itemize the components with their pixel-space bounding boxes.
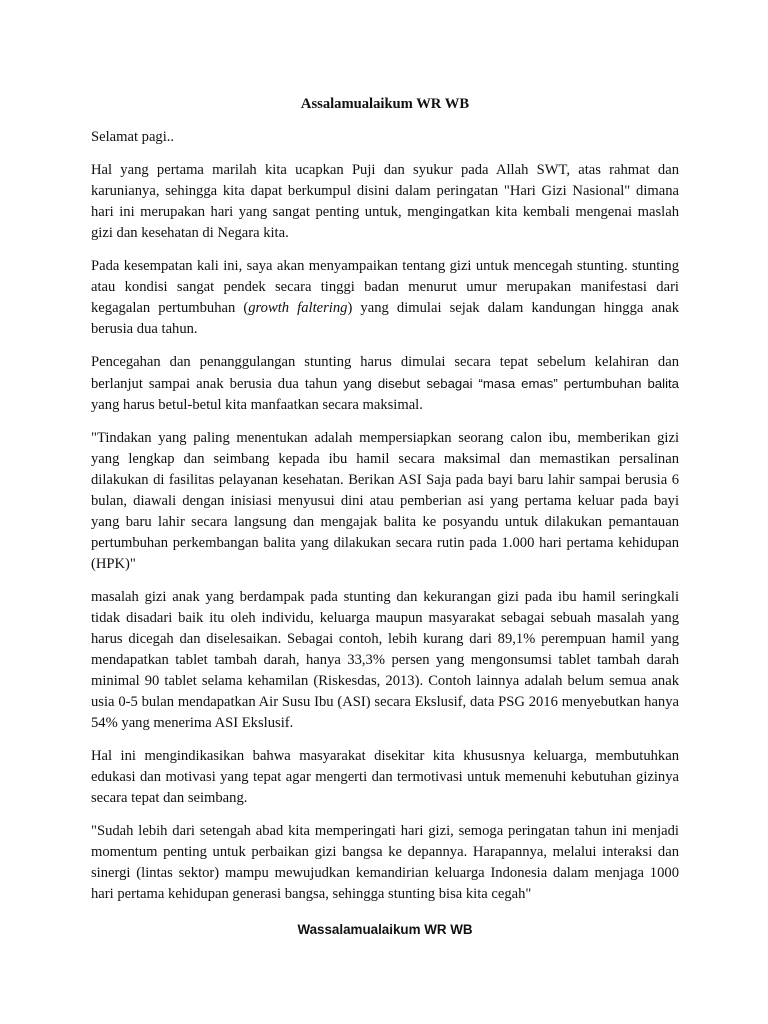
document-title: Assalamualaikum WR WB (300, 96, 470, 112)
paragraph-stunting-definition (91, 256, 679, 340)
italic-term: growth faltering (248, 300, 348, 316)
paragraph-statistics: masalah gizi anak yang berdampak pada stunting dan kekurangan gizi pada ibu hamil seringkali tidak disadari baik itu oleh individu, keluarga maupun masyarakat sebagai sebuah masalah yang harus dicegah dan diselesaikan. Sebagai contoh, lebih kurang dari 89,1% perempuan hamil yang mendapatkan tablet tambah darah, hanya 33,3% persen yang mengonsumsi tablet tambah darah minimal 90 tablet selama kehamilan (Riskesdas, 2013). Contoh lainnya adalah belum semua anak usia 0-5 bulan mendapatkan Air Susu Ibu (ASI) secara Ekslusif, data PSG 2016 menyebutkan hanya 54% yang menerima ASI Ekslusif. (91, 589, 679, 731)
paragraph-opening: Hal yang pertama marilah kita ucapkan Puji dan syukur pada Allah SWT, atas rahmat dan karunianya, sehingga kita dapat berkumpul disini dalam peringatan "Hari Gizi Nasional" dimana hari ini merupakan hari yang sangat penting untuk, mengingatkan kita kembali mengenai maslah gizi dan kesehatan di Negara kita. (91, 162, 679, 241)
closing-salutation: Wassalamualaikum WR WB (297, 922, 473, 937)
greeting-paragraph: Selamat pagi.. (91, 129, 175, 145)
paragraph-education: Hal ini mengindikasikan bahwa masyarakat disekitar kita khususnya keluarga, membutuhkan edukasi dan motivasi yang tepat agar mengerti dan termotivasi untuk memenuhi kebutuhan gizinya secara tepat dan seimbang. (91, 748, 679, 806)
golden-period-phrase: yang disebut sebagai “masa emas” pertumbuhan balita (343, 376, 679, 391)
paragraph-quote-actions: "Tindakan yang paling menentukan adalah mempersiapkan seorang calon ibu, memberikan gizi yang lengkap dan seimbang kepada ibu hamil secara maksimal dan memastikan persalinan dilakukan di fasilitas pelayanan kesehatan. Berikan ASI Saja pada bayi baru lahir sampai berusia 6 bulan, diawali dengan inisiasi menyusui dini atau pemberian asi yang pertama keluar pada bayi yang baru lahir secara langsung dan mengajak balita ke posyandu untuk dilakukan pemantauan pertumbuhan perkembangan balita yang dilakukan secara rutin pada 1.000 hari pertama kehidupan (HPK)" (91, 430, 679, 572)
document-page (91, 94, 679, 940)
paragraph-text: ) yang dimulai sejak dalam kandungan hingga anak berusia dua tahun. (91, 300, 679, 337)
paragraph-text: Pada kesempatan kali ini, saya akan menyampaikan tentang gizi untuk mencegah stunting. stunting atau kondisi sangat pendek secara tinggi badan menurut umur merupakan manifestasi dari kegagalan pertumbuhan ( (91, 258, 679, 316)
paragraph-text: Pencegahan dan penanggulangan stunting harus dimulai secara tepat sebelum kelahiran dan berlanjut sampai anak berusia dua tahun (91, 354, 679, 392)
paragraph-text: yang harus betul-betul kita manfaatkan secara maksimal. (91, 397, 423, 413)
paragraph-quote-closing: "Sudah lebih dari setengah abad kita memperingati hari gizi, semoga peringatan tahun ini menjadi momentum penting untuk perbaikan gizi bangsa ke depannya. Harapannya, melalui interaksi dan sinergi (lintas sektor) mampu mewujudkan kemandirian keluarga Indonesia dalam menjaga 1000 hari pertama kehidupan generasi bangsa, sehingga stunting bisa kita cegah" (91, 823, 679, 902)
paragraph-prevention (91, 352, 679, 416)
